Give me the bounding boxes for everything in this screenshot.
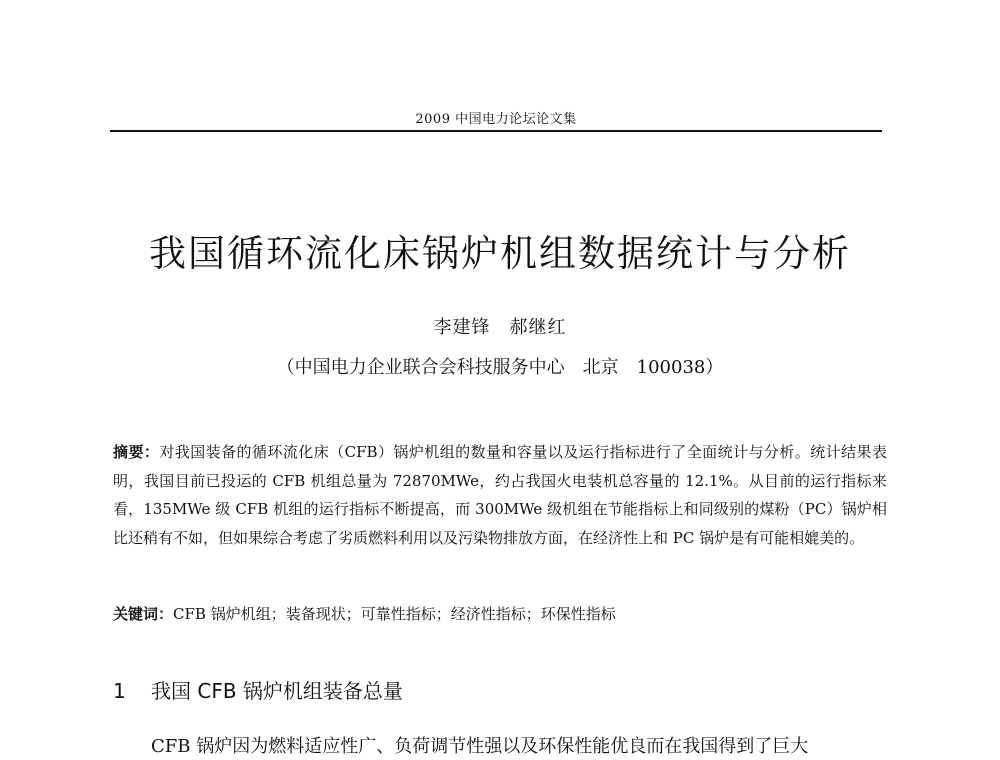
section-heading <box>113 675 887 704</box>
abstract-text: 对我国装备的循环流化床（CFB）锅炉机组的数量和容量以及运行指标进行了全面统计与分析。统计结果表明，我国目前已投运的 CFB 机组总量为 72870MWe，约占我国火电装机总容量的 12.1%。从目前的运行指标来看，135MWe 级 CFB 机组的运行指标不断提高，而 300MWe 级机组在节能指标上和同级别的煤粉（PC）锅炉相比还稍有不如，但如果综合考虑了劣质燃料利用以及污染物排放方面，在经济性上和 PC 锅炉是有可能相媲美的。 <box>113 443 887 547</box>
header-rule <box>110 130 882 132</box>
keywords-label: 关键词： <box>113 605 174 623</box>
running-header: 2009 中国电力论坛论文集 <box>415 112 577 127</box>
affiliation: （中国电力企业联合会科技服务中心 北京 100038） <box>276 357 724 378</box>
section-title: 我国 CFB 锅炉机组装备总量 <box>151 679 403 703</box>
abstract <box>113 438 887 552</box>
paper-title: 我国循环流化床锅炉机组数据统计与分析 <box>149 231 851 275</box>
body-paragraph: CFB 锅炉因为燃料适应性广、负荷调节性强以及环保性能优良而在我国得到了巨大 <box>151 736 809 757</box>
section-number: 1 <box>113 679 126 703</box>
keywords-text: CFB 锅炉机组；装备现状；可靠性指标；经济性指标；环保性指标 <box>173 605 616 623</box>
abstract-label: 摘要： <box>113 443 160 461</box>
authors: 李建锋 郝继红 <box>433 317 567 338</box>
keywords <box>113 601 887 627</box>
